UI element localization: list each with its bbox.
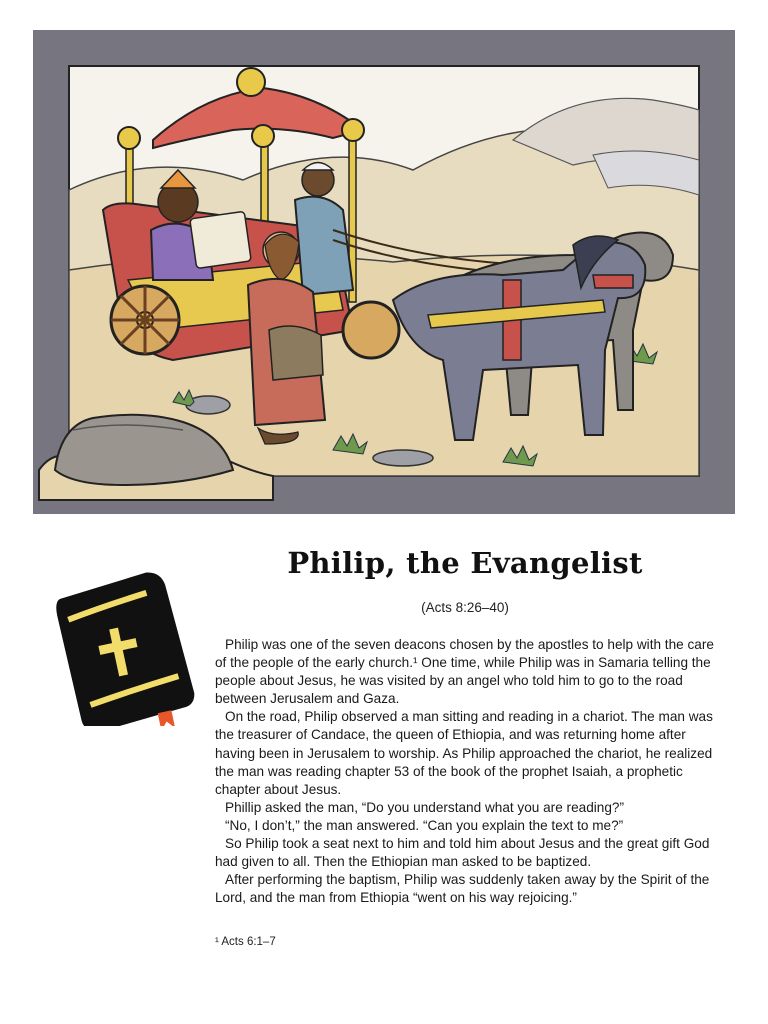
chariot-scene-illustration <box>33 30 735 514</box>
story-paragraph: After performing the baptism, Philip was suddenly taken away by the Spirit of the Lord, and the man from Ethiopia “went on his way rejoicing.” <box>215 872 710 906</box>
bible-icon <box>52 556 202 726</box>
footnote: ¹ Acts 6:1–7 <box>215 936 276 948</box>
illustration-frame <box>33 30 735 514</box>
story-paragraph: “No, I don’t,” the man answered. “Can you explain the text to me?” <box>225 817 624 833</box>
story-paragraph: Philip was one of the seven deacons chosen by the apostles to help with the care of the people of the early church.¹ One time, while Philip was in Samaria telling the people about Jesus, he was visited by an angel who told him to go to the road between Jerusalem and Gaza. <box>215 637 714 707</box>
story-paragraph: Phillip asked the man, “Do you understand what you are reading?” <box>225 799 624 815</box>
scripture-reference: (Acts 8:26–40) <box>421 600 509 615</box>
story-paragraph: On the road, Philip observed a man sitting and reading in a chariot. The man was the treasurer of Candace, the queen of Ethiopia, and was returning home after having been in Jerusalem to worship. As Philip approached the chariot, he realized the man was reading chapter 53 of the book of the prophet Isaiah, a prophetic chapter about Jesus. <box>215 709 713 797</box>
story-body <box>215 636 715 907</box>
page-title: Philip, the Evangelist <box>287 546 643 580</box>
story-paragraph: So Philip took a seat next to him and told him about Jesus and the great gift God had given to all. Then the Ethiopian man asked to be baptized. <box>215 836 710 870</box>
